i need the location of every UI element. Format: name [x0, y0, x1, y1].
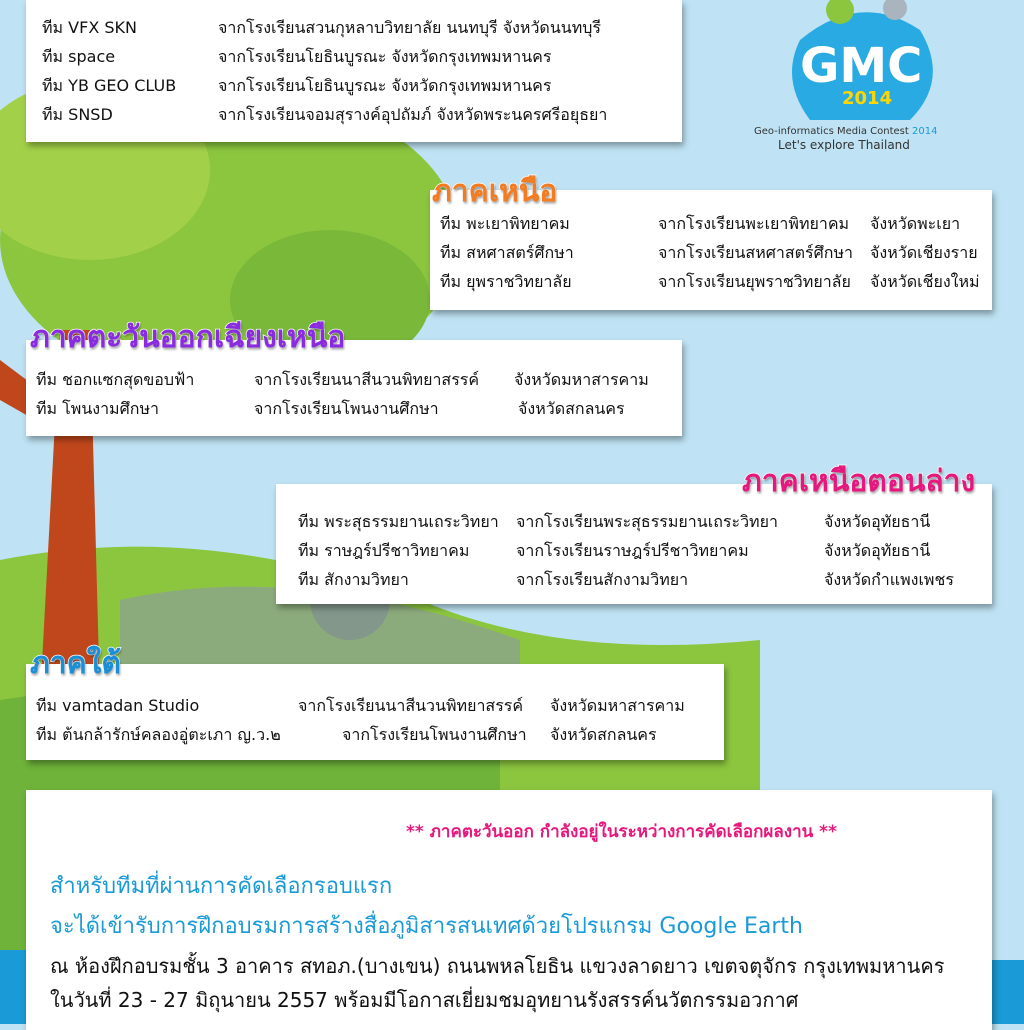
top-list-card: [26, 0, 682, 142]
school-name: จากโรงเรียนพระสุธรรมยานเถระวิทยา: [516, 512, 778, 531]
team-name: ทีม SNSD: [42, 105, 113, 124]
school-name: จากโรงเรียนยุพราชวิทยาลัย: [658, 272, 851, 291]
team-name: ทีม สักงามวิทยา: [298, 570, 409, 589]
south-card: [26, 664, 724, 760]
team-name: ทีม VFX SKN: [42, 18, 137, 37]
team-name: ทีม ต้นกล้ารักษ์คลองอู่ตะเภา ญ.ว.๒: [36, 725, 281, 744]
school-name: จากโรงเรียนพะเยาพิทยาคม: [658, 214, 850, 233]
info-card: [26, 790, 992, 1030]
logo-subtitle-year: 2014: [912, 126, 938, 137]
school-name: จากโรงเรียนโพนงานศึกษา: [254, 399, 439, 418]
province: จังหวัดพะเยา: [870, 214, 961, 233]
school-name: จากโรงเรียนนาสีนวนพิทยาสรรค์: [254, 370, 480, 389]
school-info: จากโรงเรียนโยธินบูรณะ จังหวัดกรุงเทพมหานคร: [218, 76, 552, 95]
team-name: ทีม พะเยาพิทยาคม: [440, 214, 570, 233]
province: จังหวัดกำแพงเพชร: [824, 570, 954, 589]
gmc-logo: [754, 0, 940, 160]
team-name: ทีม พระสุธรรมยานเถระวิทยา: [298, 512, 499, 531]
team-name: ทีม ยุพราชวิทยาลัย: [440, 272, 572, 291]
team-name: ทีม vamtadan Studio: [36, 696, 200, 715]
province: จังหวัดมหาสารคาม: [514, 370, 649, 389]
school-info: จากโรงเรียนโยธินบูรณะ จังหวัดกรุงเทพมหานคร: [218, 47, 552, 66]
province: จังหวัดอุทัยธานี: [824, 512, 931, 531]
north-heading: ภาคเหนือ: [432, 174, 558, 209]
logo-tagline: Let's explore Thailand: [778, 138, 910, 152]
east-status-note: ** ภาคตะวันออก กำลังอยู่ในระหว่างการคัดเลือกผลงาน **: [406, 822, 837, 842]
team-name: ทีม YB GEO CLUB: [42, 76, 177, 95]
info-heading-line1: สำหรับทีมที่ผ่านการคัดเลือกรอบแรก: [50, 874, 393, 899]
logo-year: 2014: [842, 88, 893, 109]
team-name: ทีม space: [42, 47, 116, 66]
school-name: จากโรงเรียนสักงามวิทยา: [516, 570, 689, 589]
lower-north-heading: ภาคเหนือตอนล่าง: [742, 464, 976, 499]
school-name: จากโรงเรียนราษฎร์ปรีชาวิทยาคม: [516, 541, 749, 560]
province: จังหวัดเชียงราย: [870, 243, 978, 262]
south-heading: ภาคใต้: [30, 646, 121, 681]
school-name: จากโรงเรียนนาสีนวนพิทยาสรรค์: [298, 696, 524, 715]
school-name: จากโรงเรียนโพนงานศึกษา: [342, 725, 527, 744]
province: จังหวัดอุทัยธานี: [824, 541, 931, 560]
northeast-heading: ภาคตะวันออกเฉียงเหนือ: [30, 320, 346, 355]
team-name: ทีม สหศาสตร์ศึกษา: [440, 243, 574, 262]
team-name: ทีม ราษฎร์ปรีชาวิทยาคม: [298, 541, 470, 560]
school-name: จากโรงเรียนสหศาสตร์ศึกษา: [658, 243, 853, 262]
logo-brand: GMC: [800, 38, 923, 94]
team-name: ทีม โพนงามศึกษา: [36, 399, 159, 418]
info-date: ในวันที่ 23 - 27 มิถุนายน 2557 พร้อมมีโอกาสเยี่ยมชมอุทยานรังสรรค์นวัตกรรมอวกาศ: [50, 988, 799, 1012]
school-info: จากโรงเรียนสวนกุหลาบวิทยาลัย นนทบุรี จังหวัดนนทบุรี: [218, 18, 601, 37]
info-location: ณ ห้องฝึกอบรมชั้น 3 อาคาร สทอภ.(บางเขน) ถนนพหลโยธิน แขวงลาดยาว เขตจตุจักร กรุงเทพมหานคร: [50, 954, 945, 978]
province: จังหวัดเชียงใหม่: [870, 272, 980, 291]
team-name: ทีม ชอกแซกสุดขอบฟ้า: [36, 370, 195, 389]
info-heading-line2: จะได้เข้ารับการฝึกอบรมการสร้างสื่อภูมิสารสนเทศด้วยโปรแกรม Google Earth: [50, 914, 803, 939]
province: จังหวัดสกลนคร: [518, 399, 625, 418]
province: จังหวัดสกลนคร: [550, 725, 657, 744]
school-info: จากโรงเรียนจอมสุรางค์อุปถัมภ์ จังหวัดพระนครศรีอยุธยา: [218, 105, 608, 124]
province: จังหวัดมหาสารคาม: [550, 696, 685, 715]
logo-subtitle: Geo-informatics Media Contest: [754, 126, 909, 137]
